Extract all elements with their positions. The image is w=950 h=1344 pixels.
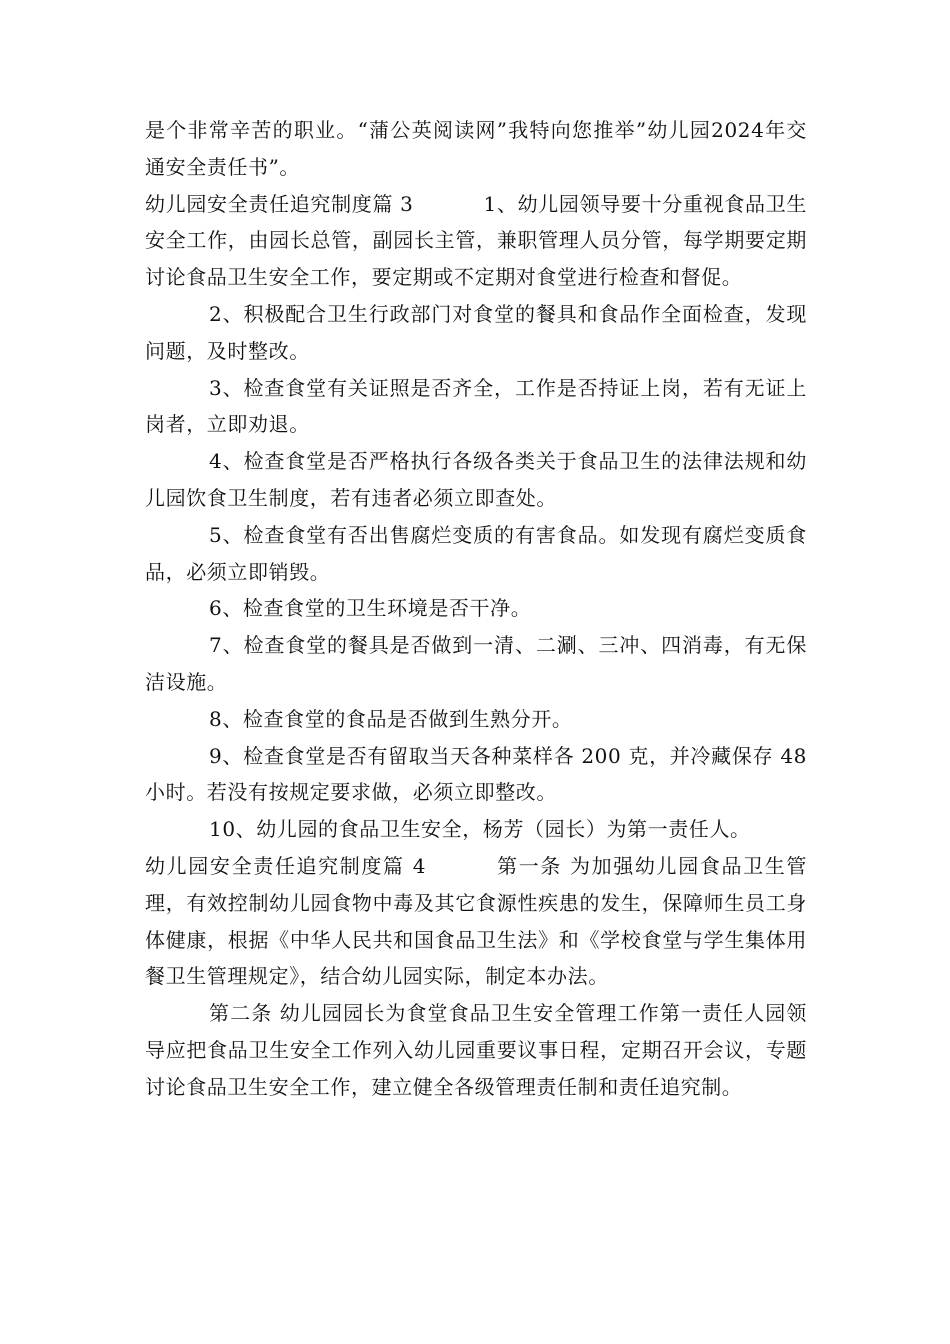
paragraph-item-10 bbox=[145, 811, 807, 848]
paragraph-text: 第二条 幼儿园园长为食堂食品卫生安全管理工作第一责任人园领导应把食品卫生安全工作列入幼儿园重要议事日程，定期召开会议，专题讨论食品卫生安全工作，建立健全各级管理责任制和责任追究制。 bbox=[145, 1001, 807, 1099]
paragraph-item-5 bbox=[145, 517, 807, 591]
paragraph-intro-continuation bbox=[145, 112, 807, 186]
paragraph-text: 6、检查食堂的卫生环境是否干净。 bbox=[209, 596, 532, 621]
paragraph-text: 2、积极配合卫生行政部门对食堂的餐具和食品作全面检查，发现问题，及时整改。 bbox=[145, 301, 807, 363]
paragraph-section-3-item-1 bbox=[145, 186, 807, 296]
paragraph-text: 5、检查食堂有否出售腐烂变质的有害食品。如发现有腐烂变质食品，必须立即销毁。 bbox=[145, 522, 807, 584]
paragraph-text: 7、检查食堂的餐具是否做到一清、二涮、三冲、四消毒，有无保洁设施。 bbox=[145, 633, 807, 694]
paragraph-section-4-article-1 bbox=[145, 848, 807, 995]
paragraph-item-8 bbox=[145, 701, 807, 738]
paragraph-item-4 bbox=[145, 443, 807, 517]
paragraph-text: 3、检查食堂有关证照是否齐全，工作是否持证上岗，若有无证上岗者，立即劝退。 bbox=[145, 375, 807, 437]
paragraph-text: 8、检查食堂的食品是否做到生熟分开。 bbox=[209, 706, 573, 731]
paragraph-text: 10、幼儿园的食品卫生安全，杨芳（园长）为第一责任人。 bbox=[209, 817, 751, 842]
section-heading-3: 幼儿园安全责任追究制度篇 3 bbox=[145, 191, 414, 216]
paragraph-item-3 bbox=[145, 370, 807, 444]
paragraph-text: 是个非常辛苦的职业。“蒲公英阅读网”我特向您推举”幼儿园2024年交通安全责任书”。 bbox=[145, 118, 807, 179]
paragraph-text: 第一条 为加强幼儿园食品卫生管理，有效控制幼儿园食物中毒及其它食源性疾患的发生，保障师生员工身体健康，根据《中华人民共和国食品卫生法》和《学校食堂与学生集体用餐卫生管理规定》，结合幼儿园实际，制定本办法。 bbox=[145, 853, 808, 989]
paragraph-item-2 bbox=[145, 296, 807, 370]
paragraph-item-9 bbox=[145, 738, 807, 812]
document-body bbox=[145, 112, 807, 1106]
paragraph-text: 4、检查食堂是否严格执行各级各类关于食品卫生的法律法规和幼儿园饮食卫生制度，若有违者必须立即查处。 bbox=[145, 449, 807, 510]
section-heading-4: 幼儿园安全责任追究制度篇 4 bbox=[145, 853, 427, 878]
paragraph-text: 9、检查食堂是否有留取当天各种菜样各 200 克，并冷藏保存 48 小时。若没有按规定要求做，必须立即整改。 bbox=[145, 743, 807, 805]
paragraph-text: 1、幼儿园领导要十分重视食品卫生安全工作，由园长总管，副园长主管，兼职管理人员分管，每学期要定期讨论食品卫生安全工作，要定期或不定期对食堂进行检查和督促。 bbox=[145, 191, 807, 290]
paragraph-item-7 bbox=[145, 627, 807, 701]
paragraph-article-2 bbox=[145, 995, 807, 1105]
paragraph-item-6 bbox=[145, 590, 807, 627]
